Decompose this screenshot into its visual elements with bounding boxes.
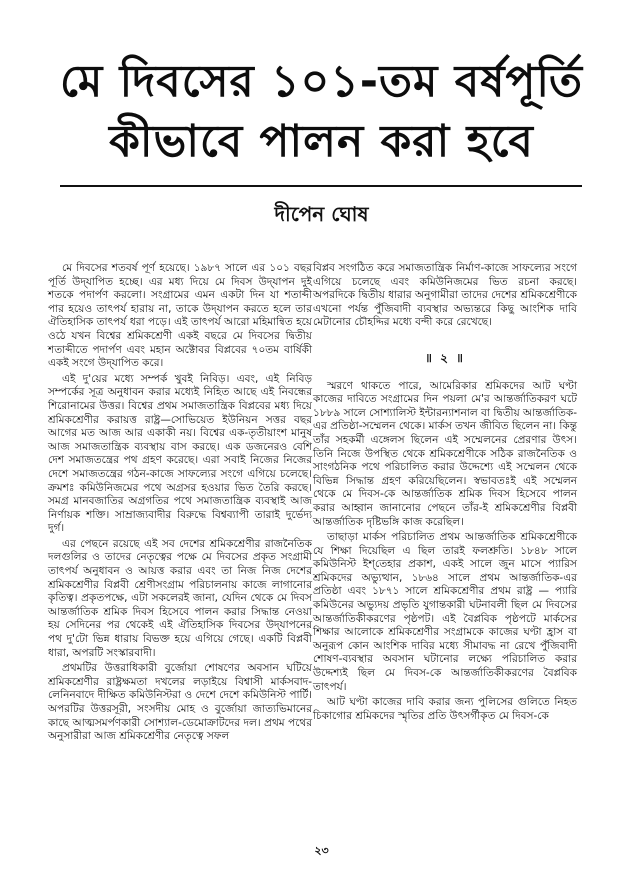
paragraph: এর পেছনে রয়েছে এই সব দেশের শ্রমিকশ্রেণীর রাজনৈতিক দলগুলির ও তাদের নেতৃত্বের পক্ষে মে দিবসের প্রকৃত সংগ্রামী তাৎপর্য অনুধাবন ও আয়ত্ত করার এবং তা নিজ নিজ দেশের শ্রমিকশ্রেণীর বিপ্লবী শ্রেণীসংগ্রাম পরিচালনায় কাজে লাগানোর কৃতিত্ব। প্রকৃতপক্ষে, এটা সকলেরই জানা, যেদিন থেকে মে দিবস আন্তর্জাতিক শ্রমিক দিবস হিসেবে পালন করার সিদ্ধান্ত নেওয়া হয় সেদিনের পর থেকেই এই ঐতিহাসিক দিবসের উদ্‌যাপনের পথ দু'টো ভিন্ন ধারায় বিভক্ত হয়ে এগিয়ে গেছে। একটি বিপ্লবী ধারা, অপরটি সংস্কারবাদী।	[48, 537, 312, 659]
section-marker: ॥ ২ ॥	[425, 350, 465, 365]
author-name: দীপেন ঘোষ	[274, 202, 369, 226]
right-column	[313, 262, 577, 723]
paragraph: প্রথমটির উত্তরাধিকারী বুর্জোয়া শোষণের অবসান ঘটিয়ে শ্রমিকশ্রেণীর রাষ্ট্রক্ষমতা দখলের লড়াইয়ে বিশ্বাসী মার্কসবাদ-লেনিনবাদে দীক্ষিত কমিউনিস্টরা ও দেশে দেশে কমিউনিস্ট পার্টি। অপরটির উত্তরসূরী, সংসদীয় মোহ ও বুর্জোয়া জাত্যভিমানের কাছে আত্মসমর্পণকারী সোশ্যাল-ডেমোক্রাটদের দল। প্রথম পথের অনুসারীরা আজ শ্রমিকশ্রেণীর নেতৃত্বে সফল	[48, 662, 312, 743]
title-line-2: কীভাবে পালন করা হবে	[109, 116, 534, 167]
paragraph: বিপ্লব সংগঠিত করে সমাজতান্ত্রিক নির্মাণ-কাজে সাফল্যের সংগে এগিয়ে চলেছে এবং কমিউনিজমের ভিত রচনা করছে। অপরদিকে দ্বিতীয় ধারার অনুগামীরা তাদের দেশের শ্রমিকশ্রেণীকে এখনো পর্যন্ত পুঁজিবাদী ব্যবস্থার অভ্যন্তরে কিছু আংশিক দাবি মেটানোর চৌহদ্দির মধ্যে বন্দী করে রেখেছে।	[313, 262, 577, 329]
paragraph: তাছাড়া মার্কস পরিচালিত প্রথম আন্তর্জাতিক শ্রমিকশ্রেণীকে যে শিক্ষা দিয়েছিল এ ছিল তারই ফলশ্রুতি। ১৮৪৮ সালে কমিউনিস্ট ইশ্‌তেহার প্রকাশ, একই সালে জুন মাসে প্যারিস শ্রমিকদের অভ্যুত্থান, ১৮৬৪ সালে প্রথম আন্তর্জাতিক-এর প্রতিষ্ঠা এবং ১৮৭১ সালে শ্রমিকশ্রেণীর প্রথম রাষ্ট্র — প্যারি কমিউনের অভ্যুদয় প্রভৃতি যুগান্তকারী ঘটনাবলী ছিল মে দিবসের আন্তর্জাতিকীকরণের পৃষ্ঠপট। এই বৈপ্লবিক পৃষ্ঠপটে মার্কসের শিক্ষার আলোকে শ্রমিকশ্রেণীর সংগ্রামকে কাজের ঘণ্টা হ্রাস বা অনুরূপ কোন আংশিক দাবির মধ্যে সীমাবদ্ধ না রেখে পুঁজিবাদী শোষণ-ব্যবস্থার অবসান ঘটানোর লক্ষ্যে পরিচালিত করার উদ্দেশ্যই ছিল মে দিবস-কে আন্তর্জাতিকীকরণের বৈপ্লবিক তাৎপর্য।	[313, 531, 577, 693]
paragraph: স্মরণে থাকতে পারে, আমেরিকার শ্রমিকদের আট ঘণ্টা কাজের দাবিতে সংগ্রামের দিন পয়লা মে'র আন্তর্জাতিকরণ ঘটে ১৮৮৯ সালে সোশ্যালিস্ট ইন্টারন্যাশনাল বা দ্বিতীয় আন্তর্জাতিক-এর প্রতিষ্ঠা-সম্মেলন থেকে। মার্কস তখন জীবিত ছিলেন না। কিন্তু তাঁর সহকর্মী এঙ্গেলস ছিলেন এই সম্মেলনের প্রেরণার উৎস। তিনি নিজে উপস্থিত থেকে শ্রমিকশ্রেণীকে সঠিক রাজনৈতিক ও সাংগঠনিক পথে পরিচালিত করার উদ্দেশ্যে এই সম্মেলন থেকে বিভিন্ন সিদ্ধান্ত গ্রহণ করিয়েছিলেন। স্বভাবতঃই এই সম্মেলন থেকে মে দিবস-কে আন্তর্জাতিক শ্রমিক দিবস হিসেবে পালন করার আহ্বান জানানোর পেছনে তাঁর-ই শ্রমিকশ্রেণীর বিপ্লবী আন্তর্জাতিক দৃষ্টিভঙ্গি কাজ করেছিল।	[313, 379, 577, 528]
left-column	[48, 262, 312, 744]
paragraph: এই দু'য়ের মধ্যে সম্পর্ক খুবই নিবিড়। এবং, এই নিবিড় সম্পর্কের সূত্র অনুধাবন করার মধ্যেই নিহিত আছে এই নিবন্ধের শিরোনামের উত্তর। বিশ্বের প্রথম সমাজতান্ত্রিক বিপ্লবের মধ্য দিয়ে শ্রমিকশ্রেণীর করায়ত্ত রাষ্ট্র—সোভিয়েত ইউনিয়ন সত্তর বছর আগের মত আজ আর একাকী নয়। বিশ্বের এক-তৃতীয়াংশ মানুষ আজ সমাজতান্ত্রিক ব্যবস্থায় বাস করছে। এক ডজনেরও বেশি দেশ সমাজতন্ত্রের পথ গ্রহণ করেছে। এরা সবাই নিজের নিজের দেশে সমাজতন্ত্রের গঠন-কাজে সাফল্যের সংগে এগিয়ে চলেছে। ক্রমশঃ কমিউনিজমের পথে অগ্রসর হওয়ার ভিত তৈরি করছে। সমগ্র মানবজাতির অগ্রগতির পথে সমাজতান্ত্রিক ব্যবস্থাই আজ নির্ণায়ক শক্তি। সাম্রাজ্যবাদীর বিরুদ্ধে বিশ্বব্যাপী তারাই দুর্ভেদ্য দুর্গ।	[48, 372, 312, 535]
title-line-1: মে দিবসের ১০১-তম বর্ষপূর্তি	[59, 56, 584, 107]
page-number: ২৩	[314, 844, 329, 857]
paragraph: আট ঘণ্টা কাজের দাবি করার জন্য পুলিসের গুলিতে নিহত চিকাগোর শ্রমিকদের স্মৃতির প্রতি উৎসর্গীকৃত মে দিবস-কে	[313, 696, 577, 722]
title-divider	[60, 185, 582, 187]
paragraph: মে দিবসের শতবর্ষ পূর্ণ হয়েছে। ১৯৮৭ সালে এর ১০১ বছর পূর্তি উদ্‌যাপিত হচ্ছে। এর মধ্য দিয়ে মে দিবস উদ্‌যাপন দুই শতকে পদার্পণ করলো। সংগ্রামের এমন একটা দিন যা শতাব্দী পার হয়েও তাৎপর্য হারায় না, তাকে উদ্‌যাপন করতে হলে তার ঐতিহাসিক তাৎপর্য ধরা পড়ে। এই তাৎপর্য আরো মহিমান্বিত হয়ে ওঠে যখন বিশ্বের শ্রমিকশ্রেণী একই বছরে মে দিবসের দ্বিতীয় শতাব্দীতে পদার্পণ এবং মহান অক্টোবর বিপ্লবের ৭০তম বার্ষিকী একই সংগে উদ্‌যাপিত করে।	[48, 262, 312, 370]
